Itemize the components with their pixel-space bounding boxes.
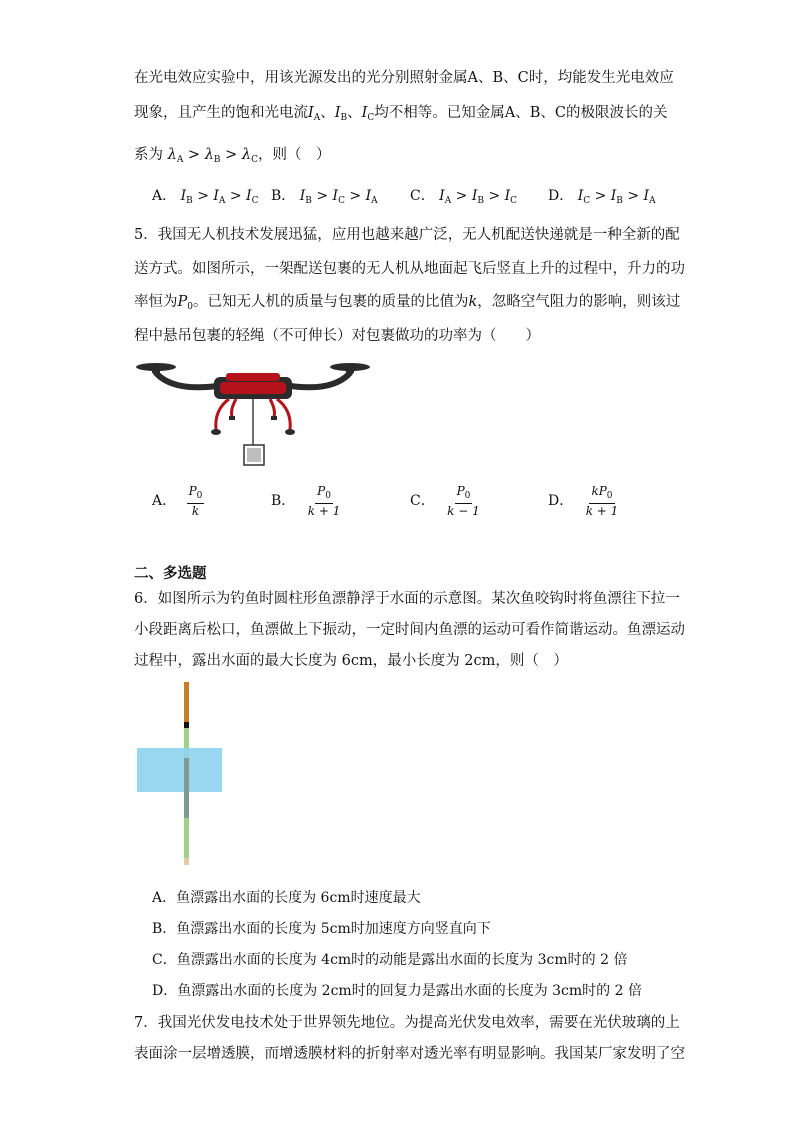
section-multiple-choice: 二、多选题 bbox=[134, 566, 207, 582]
current-ib: $I_B$ bbox=[334, 105, 348, 123]
q5-option-c[interactable]: C． $\frac{P_0}{k - 1}$ bbox=[410, 484, 480, 518]
q4-option-a[interactable]: A． $I_B > I_A > I_C$ bbox=[152, 188, 259, 206]
q5-option-d[interactable]: D． $\frac{kP_0}{k + 1}$ bbox=[548, 484, 619, 518]
water-surface bbox=[137, 748, 222, 792]
q5-line-1: 5．我国无人机技术发展迅猛，应用也越来越广泛，无人机配送快递就是一种全新的配 bbox=[134, 227, 680, 243]
q6-option-d[interactable]: D．鱼漂露出水面的长度为 2cm时的回复力是露出水面的长度为 3cm时的 2 倍 bbox=[152, 983, 642, 999]
drone-figure bbox=[134, 355, 374, 470]
q4-option-b[interactable]: B． $I_B > I_C > I_A$ bbox=[271, 188, 378, 206]
fishing-float-figure bbox=[134, 682, 224, 867]
q4-option-c[interactable]: C． $I_A > I_B > I_C$ bbox=[410, 188, 518, 206]
float-tip bbox=[184, 682, 189, 722]
float-body bbox=[184, 758, 189, 818]
q5-line-2: 送方式。如图所示，一架配送包裹的无人机从地面起飞后竖直上升的过程中，升力的功 bbox=[134, 261, 685, 277]
left-arm bbox=[156, 373, 224, 387]
q6-line-2: 小段距离后松口，鱼漂做上下振动，一定时间内鱼漂的运动可看作简谐运动。鱼漂运动 bbox=[134, 622, 685, 638]
q6-line-3: 过程中，露出水面的最大长度为 6cm，最小长度为 2cm，则（ ） bbox=[134, 653, 568, 669]
q5-line-4: 程中悬吊包裹的轻绳（不可伸长）对包裹做功的功率为（ ） bbox=[134, 328, 540, 344]
q4-option-d[interactable]: D． $I_C > I_B > I_A$ bbox=[548, 188, 656, 206]
q6-option-b[interactable]: B．鱼漂露出水面的长度为 5cm时加速度方向竖直向下 bbox=[152, 921, 491, 937]
q7-line-2: 表面涂一层增透膜，而增透膜材料的折射率对透光率有明显影响。我国某厂家发明了空 bbox=[134, 1046, 685, 1062]
q4-line-2-pre: 现象，且产生的饱和光电流 bbox=[134, 105, 308, 121]
q5-line-3: 率恒为$P_0$。已知无人机的质量与包裹的质量的比值为k，忽略空气阻力的影响，则该过 bbox=[134, 294, 681, 312]
current-ia: $I_A$ bbox=[308, 105, 321, 123]
right-arm bbox=[284, 373, 350, 387]
q6-option-a[interactable]: A．鱼漂露出水面的长度为 6cm时速度最大 bbox=[152, 890, 421, 906]
wavelength-relation: $\lambda_A > \lambda_B > \lambda_C$ bbox=[167, 147, 258, 165]
q4-line-2: 现象，且产生的饱和光电流$I_A$、$I_B$、$I_C$均不相等。已知金属A、B、C的极限波长的关 bbox=[134, 105, 668, 123]
current-ic: $I_C$ bbox=[361, 105, 375, 123]
q6-line-1: 6．如图所示为钓鱼时圆柱形鱼漂静浮于水面的示意图。某次鱼咬钩时将鱼漂往下拉一 bbox=[134, 591, 680, 607]
q4-line-3: 系为 $\lambda_A > \lambda_B > \lambda_C$，则（ ） bbox=[134, 147, 331, 165]
q5-option-a[interactable]: A． $\frac{P_0}{k}$ bbox=[152, 484, 203, 518]
q4-line-2-post: 均不相等。已知金属A、B、C的极限波长的关 bbox=[374, 105, 668, 121]
q4-line-1: 在光电效应实验中，用该光源发出的光分别照射金属A、B、C时，均能发生光电效应 bbox=[134, 70, 674, 86]
q7-line-1: 7．我国光伏发电技术处于世界领先地位。为提高光伏发电效率，需要在光伏玻璃的上 bbox=[134, 1015, 680, 1031]
q6-option-c[interactable]: C．鱼漂露出水面的长度为 4cm时的动能是露出水面的长度为 3cm时的 2 倍 bbox=[152, 952, 628, 968]
q5-option-b[interactable]: B． $\frac{P_0}{k + 1}$ bbox=[271, 484, 341, 518]
